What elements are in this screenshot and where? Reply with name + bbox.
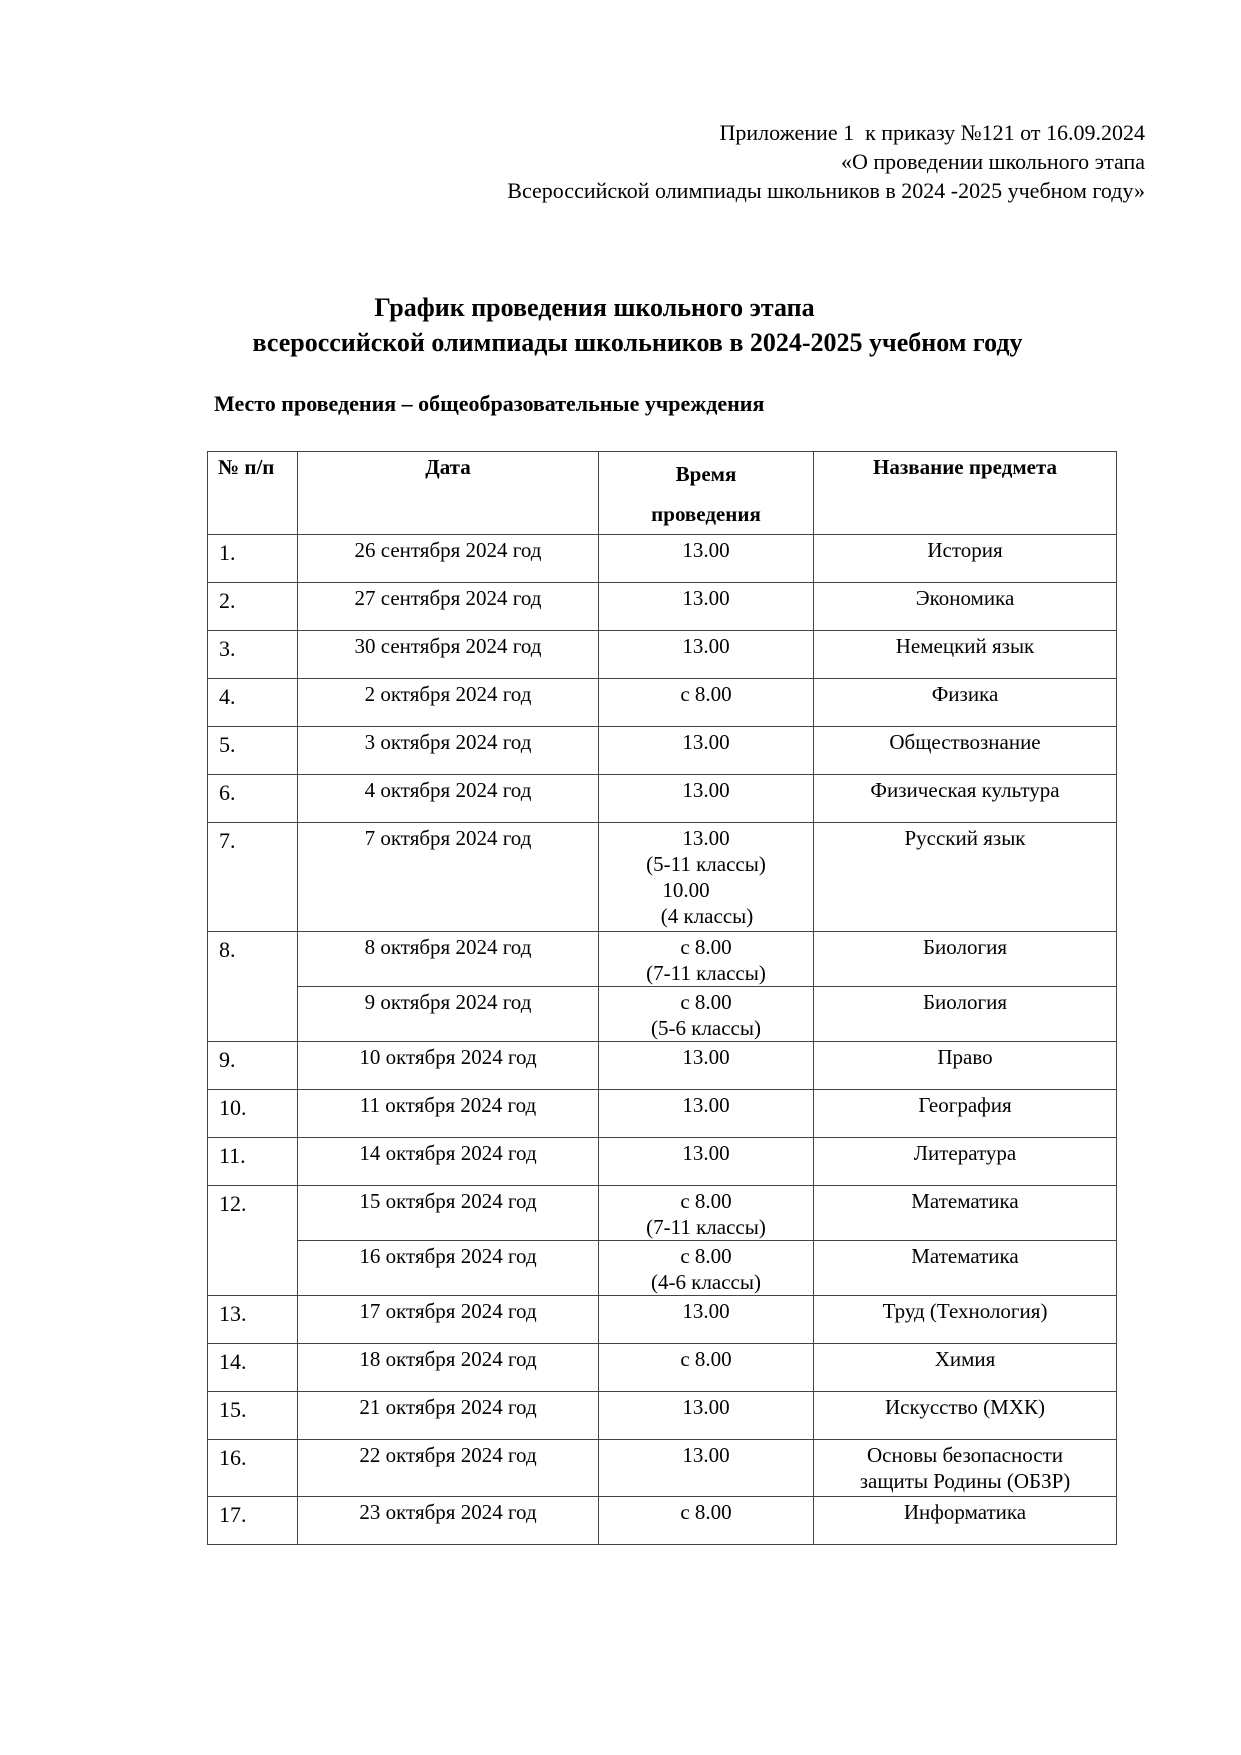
row-time: с 8.00 [599,1497,814,1545]
annex-line-2: «О проведении школьного этапа [841,149,1145,174]
schedule-table [207,451,1117,1545]
row-date: 18 октября 2024 год [298,1344,599,1392]
row-time: 13.00 [599,1090,814,1138]
row-time [599,823,814,932]
row-time-line: с 8.00 [680,935,732,959]
row-subject-line: Основы безопасности [866,1443,1064,1467]
row-date: 26 сентября 2024 год [298,535,599,583]
table-row [208,1090,1117,1138]
row-subject: Литература [814,1138,1117,1186]
table-row [208,987,1117,1042]
table-row [208,1344,1117,1392]
row-time [599,1186,814,1241]
row-subject: Право [814,1042,1117,1090]
row-time-line: с 8.00 [680,1189,732,1213]
header-time [599,452,814,535]
row-date: 21 октября 2024 год [298,1392,599,1440]
row-num: 12. [208,1186,298,1296]
row-subject: Русский язык [814,823,1117,932]
row-num: 9. [208,1042,298,1090]
table-row [208,1296,1117,1344]
row-date: 30 сентября 2024 год [298,631,599,679]
row-subject: Физика [814,679,1117,727]
row-num: 7. [208,823,298,932]
row-time: 13.00 [599,1042,814,1090]
row-subject: Математика [814,1186,1117,1241]
row-date: 17 октября 2024 год [298,1296,599,1344]
row-num: 6. [208,775,298,823]
row-num: 15. [208,1392,298,1440]
table-row [208,823,1117,932]
row-subject: Физическая культура [814,775,1117,823]
row-subject: Математика [814,1241,1117,1296]
annex-line-3: Всероссийской олимпиады школьников в 2024 -2025 учебном году» [507,178,1145,203]
table-row [208,727,1117,775]
row-date: 10 октября 2024 год [298,1042,599,1090]
row-time [599,932,814,987]
row-time: 13.00 [599,535,814,583]
header-time-line-1: Время [675,462,737,486]
row-subject: История [814,535,1117,583]
table-row [208,1392,1117,1440]
row-time: 13.00 [599,1440,814,1497]
row-time: с 8.00 [599,679,814,727]
table-row [208,535,1117,583]
row-time: 13.00 [599,1138,814,1186]
table-row [208,631,1117,679]
row-date: 4 октября 2024 год [298,775,599,823]
row-subject: Биология [814,987,1117,1042]
row-date: 16 октября 2024 год [298,1241,599,1296]
row-date: 2 октября 2024 год [298,679,599,727]
row-time: 13.00 [599,727,814,775]
row-num: 4. [208,679,298,727]
row-date: 11 октября 2024 год [298,1090,599,1138]
row-time: 13.00 [599,583,814,631]
row-date: 15 октября 2024 год [298,1186,599,1241]
table-row [208,1042,1117,1090]
row-num: 10. [208,1090,298,1138]
row-subject [814,1440,1117,1497]
title-line-1: График проведения школьного этапа [374,293,815,322]
row-num: 2. [208,583,298,631]
row-time-line: (5-6 классы) [651,1016,761,1040]
row-date: 22 октября 2024 год [298,1440,599,1497]
row-time: 13.00 [599,631,814,679]
header-date: Дата [298,452,599,535]
row-subject: Информатика [814,1497,1117,1545]
table-row [208,932,1117,987]
row-num: 8. [208,932,298,1042]
row-date: 27 сентября 2024 год [298,583,599,631]
venue-heading: Место проведения – общеобразовательные учреждения [214,391,765,416]
header-time-line-2: проведения [651,502,761,526]
row-subject: География [814,1090,1117,1138]
row-time-line: с 8.00 [680,990,732,1014]
row-num: 16. [208,1440,298,1497]
row-time-line: (7-11 классы) [646,961,766,985]
table-row [208,583,1117,631]
row-subject: Экономика [814,583,1117,631]
row-date: 3 октября 2024 год [298,727,599,775]
row-time [599,987,814,1042]
title-line-2: всероссийской олимпиады школьников в 2024-2025 учебном году [252,328,1023,357]
row-date: 23 октября 2024 год [298,1497,599,1545]
row-time: 13.00 [599,775,814,823]
row-time-line: (4-6 классы) [651,1270,761,1294]
row-time-line: 13.00 [682,826,730,850]
row-time: с 8.00 [599,1344,814,1392]
header-subject: Название предмета [814,452,1117,535]
row-subject: Немецкий язык [814,631,1117,679]
row-date: 8 октября 2024 год [298,932,599,987]
row-date: 7 октября 2024 год [298,823,599,932]
document-title [0,290,1241,360]
row-num: 17. [208,1497,298,1545]
row-num: 14. [208,1344,298,1392]
table-row [208,1138,1117,1186]
row-date: 9 октября 2024 год [298,987,599,1042]
row-time-line: 10.00 [662,878,710,902]
table-row [208,1440,1117,1497]
row-time-line: (5-11 классы) [646,852,766,876]
row-time-line: (4 классы) [660,904,754,928]
row-num: 11. [208,1138,298,1186]
annex-line-1: Приложение 1 к приказу №121 от 16.09.2024 [719,120,1145,145]
row-time: 13.00 [599,1296,814,1344]
row-num: 13. [208,1296,298,1344]
table-row [208,1497,1117,1545]
annex-block [507,118,1145,205]
row-time-line: (7-11 классы) [646,1215,766,1239]
row-num: 3. [208,631,298,679]
row-subject: Искусство (МХК) [814,1392,1117,1440]
header-num: № п/п [208,452,298,535]
row-subject: Обществознание [814,727,1117,775]
table-row [208,679,1117,727]
table-row [208,1241,1117,1296]
row-subject: Биология [814,932,1117,987]
row-num: 1. [208,535,298,583]
row-num: 5. [208,727,298,775]
row-date: 14 октября 2024 год [298,1138,599,1186]
table-row [208,1186,1117,1241]
row-subject-line: защиты Родины (ОБЗР) [859,1469,1071,1493]
row-time [599,1241,814,1296]
row-subject: Химия [814,1344,1117,1392]
row-time-line: с 8.00 [680,1244,732,1268]
table-header-row [208,452,1117,535]
row-subject: Труд (Технология) [814,1296,1117,1344]
table-row [208,775,1117,823]
row-time: 13.00 [599,1392,814,1440]
